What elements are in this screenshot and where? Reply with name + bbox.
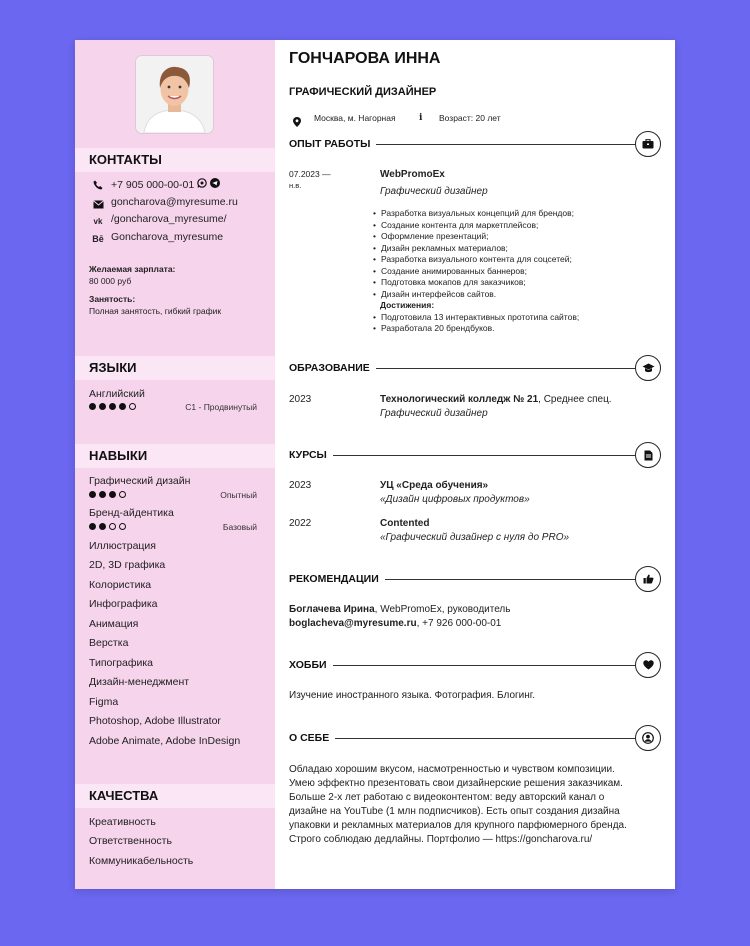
achievements-label: Достижения: (380, 300, 435, 310)
skill-rated-level: Опытный (220, 490, 257, 500)
skill-rated-dots (89, 491, 126, 498)
about-line: упаковки и рекламных материалов для крупного парфюмерного бренда. (289, 820, 627, 831)
about-line: Умею эффектно презентовать свои дизайнерские решения заказчикам. (289, 778, 623, 789)
duty-item: • Подготовка мокапов для заказчиков; (381, 277, 526, 287)
main-content (275, 40, 675, 889)
duty-item: • Разработка визуального контента для соцсетей; (381, 254, 572, 264)
skill-item: Иллюстрация (89, 540, 156, 552)
whatsapp-icon[interactable] (197, 178, 207, 191)
education-spec: Графический дизайнер (380, 408, 488, 419)
course-org: Contented (380, 518, 430, 529)
achievement-item: • Разработала 20 брендбуков. (381, 323, 495, 333)
skill-item: Колористика (89, 579, 152, 591)
age: Возраст: 20 лет (439, 113, 501, 123)
skill-rated-name: Графический дизайн (89, 475, 191, 487)
duty-item: • Дизайн рекламных материалов; (381, 243, 508, 253)
document-icon (635, 442, 661, 468)
course-org: УЦ «Среда обучения» (380, 480, 489, 491)
skill-item: Photoshop, Adobe Illustrator (89, 715, 221, 727)
recommender-email[interactable]: boglacheva@myresume.ru (289, 618, 417, 629)
course-name: «Дизайн цифровых продуктов» (380, 494, 530, 505)
contact-vk[interactable]: /goncharova_myresume/ (111, 213, 227, 225)
quality-item: Коммуникабельность (89, 855, 194, 867)
user-icon (635, 725, 661, 751)
duty-item: • Разработка визуальных концепций для брендов; (381, 208, 574, 218)
about-title: О СЕБЕ (289, 732, 330, 744)
qualities-heading: КАЧЕСТВА (75, 784, 275, 808)
thumbs-up-icon (635, 566, 661, 592)
skill-item: Анимация (89, 618, 139, 630)
experience-company: WebPromoEx (380, 169, 445, 180)
recommender-info: , WebPromoEx, руководитель (374, 604, 511, 615)
duty-item: • Создание контента для маркетплейсов; (381, 220, 538, 230)
hobby-text: Изучение иностранного языка. Фотография. Блогинг. (289, 690, 535, 701)
about-line: дизайне на YouTube (1 млн подписчиков). Есть опыт создания дизайна (289, 806, 620, 817)
experience-period-start: 07.2023 — (289, 169, 331, 179)
recommender-name: Боглачева Ирина (289, 604, 375, 615)
telegram-icon[interactable] (210, 178, 220, 191)
skill-rated-level: Базовый (222, 522, 257, 532)
contact-behance[interactable]: Goncharova_myresume (111, 231, 224, 243)
contact-phone[interactable]: +7 905 000-00-01 (111, 178, 195, 191)
courses-title: КУРСЫ (289, 449, 327, 461)
briefcase-icon (635, 131, 661, 157)
course-year: 2023 (289, 480, 312, 491)
hobby-heading (289, 651, 661, 679)
language-level: C1 - Продвинутый (185, 402, 257, 412)
phone-icon (92, 179, 104, 191)
about-line: Обладаю хорошим вкусом, насмотренностью и чувством композиции. (289, 764, 615, 775)
experience-period-end: н.в. (289, 181, 302, 190)
skill-rated-dots (89, 523, 126, 530)
recommender-phone: , +7 926 000-00-01 (416, 618, 502, 629)
graduation-cap-icon (635, 355, 661, 381)
courses-heading (289, 441, 661, 469)
duty-item: • Создание анимированных баннеров; (381, 266, 527, 276)
skill-item: Figma (89, 696, 119, 708)
email-icon (92, 198, 104, 210)
language-level-dots (89, 403, 136, 410)
contact-email[interactable]: goncharova@myresume.ru (111, 196, 238, 208)
language-name: Английский (89, 388, 145, 400)
quality-item: Креативность (89, 816, 156, 828)
course-year: 2022 (289, 518, 312, 529)
course-name: «Графический дизайнер с нуля до PRO» (380, 532, 570, 543)
info-icon: i (419, 113, 423, 123)
skill-item: Верстка (89, 637, 129, 649)
skill-item: 2D, 3D графика (89, 559, 166, 571)
about-heading (289, 724, 661, 752)
duty-item: • Оформление презентаций; (381, 231, 488, 241)
recommendations-heading (289, 565, 661, 593)
job-title: ГРАФИЧЕСКИЙ ДИЗАЙНЕР (289, 86, 437, 98)
about-line: Строго соблюдаю дедлайны. Портфолио — https://goncharova.ru/ (289, 834, 593, 845)
recommendations-title: РЕКОМЕНДАЦИИ (289, 573, 379, 585)
about-line: Больше 2-х лет работаю с видеоконтентом: веду авторский канал о (289, 792, 605, 803)
skill-item: Инфографика (89, 598, 158, 610)
full-name: ГОНЧАРОВА ИННА (289, 50, 441, 67)
profile-photo (136, 56, 213, 133)
skill-item: Дизайн-менеджмент (89, 676, 190, 688)
languages-heading: ЯЗЫКИ (75, 356, 275, 380)
heart-icon (635, 652, 661, 678)
skill-rated-name: Бренд-айдентика (89, 507, 174, 519)
behance-icon: Bē (92, 234, 104, 244)
education-degree: , Среднее спец. (538, 394, 612, 405)
experience-role: Графический дизайнер (380, 186, 488, 197)
achievement-item: • Подготовила 13 интерактивных прототипа сайтов; (381, 312, 579, 322)
duty-item: • Дизайн интерфейсов сайтов. (381, 289, 496, 299)
skills-heading: НАВЫКИ (75, 444, 275, 468)
experience-heading (289, 130, 661, 158)
quality-item: Ответственность (89, 835, 172, 847)
education-heading (289, 354, 661, 382)
resume-page (75, 40, 675, 889)
salary-label: Желаемая зарплата: (89, 264, 176, 274)
sidebar (75, 40, 275, 889)
experience-title: ОПЫТ РАБОТЫ (289, 138, 371, 150)
education-school: Технологический колледж № 21 (380, 394, 539, 405)
education-title: ОБРАЗОВАНИЕ (289, 362, 370, 374)
education-year: 2023 (289, 394, 312, 405)
skill-item: Adobe Animate, Adobe InDesign (89, 735, 241, 747)
skill-item: Типографика (89, 657, 154, 669)
vk-icon: vk (93, 216, 103, 226)
location: Москва, м. Нагорная (314, 113, 396, 123)
employment-label: Занятость: (89, 294, 136, 304)
hobby-title: ХОББИ (289, 659, 327, 671)
employment-value: Полная занятость, гибкий график (89, 306, 222, 316)
salary-value: 80 000 руб (89, 276, 132, 286)
contacts-heading: КОНТАКТЫ (75, 148, 275, 172)
